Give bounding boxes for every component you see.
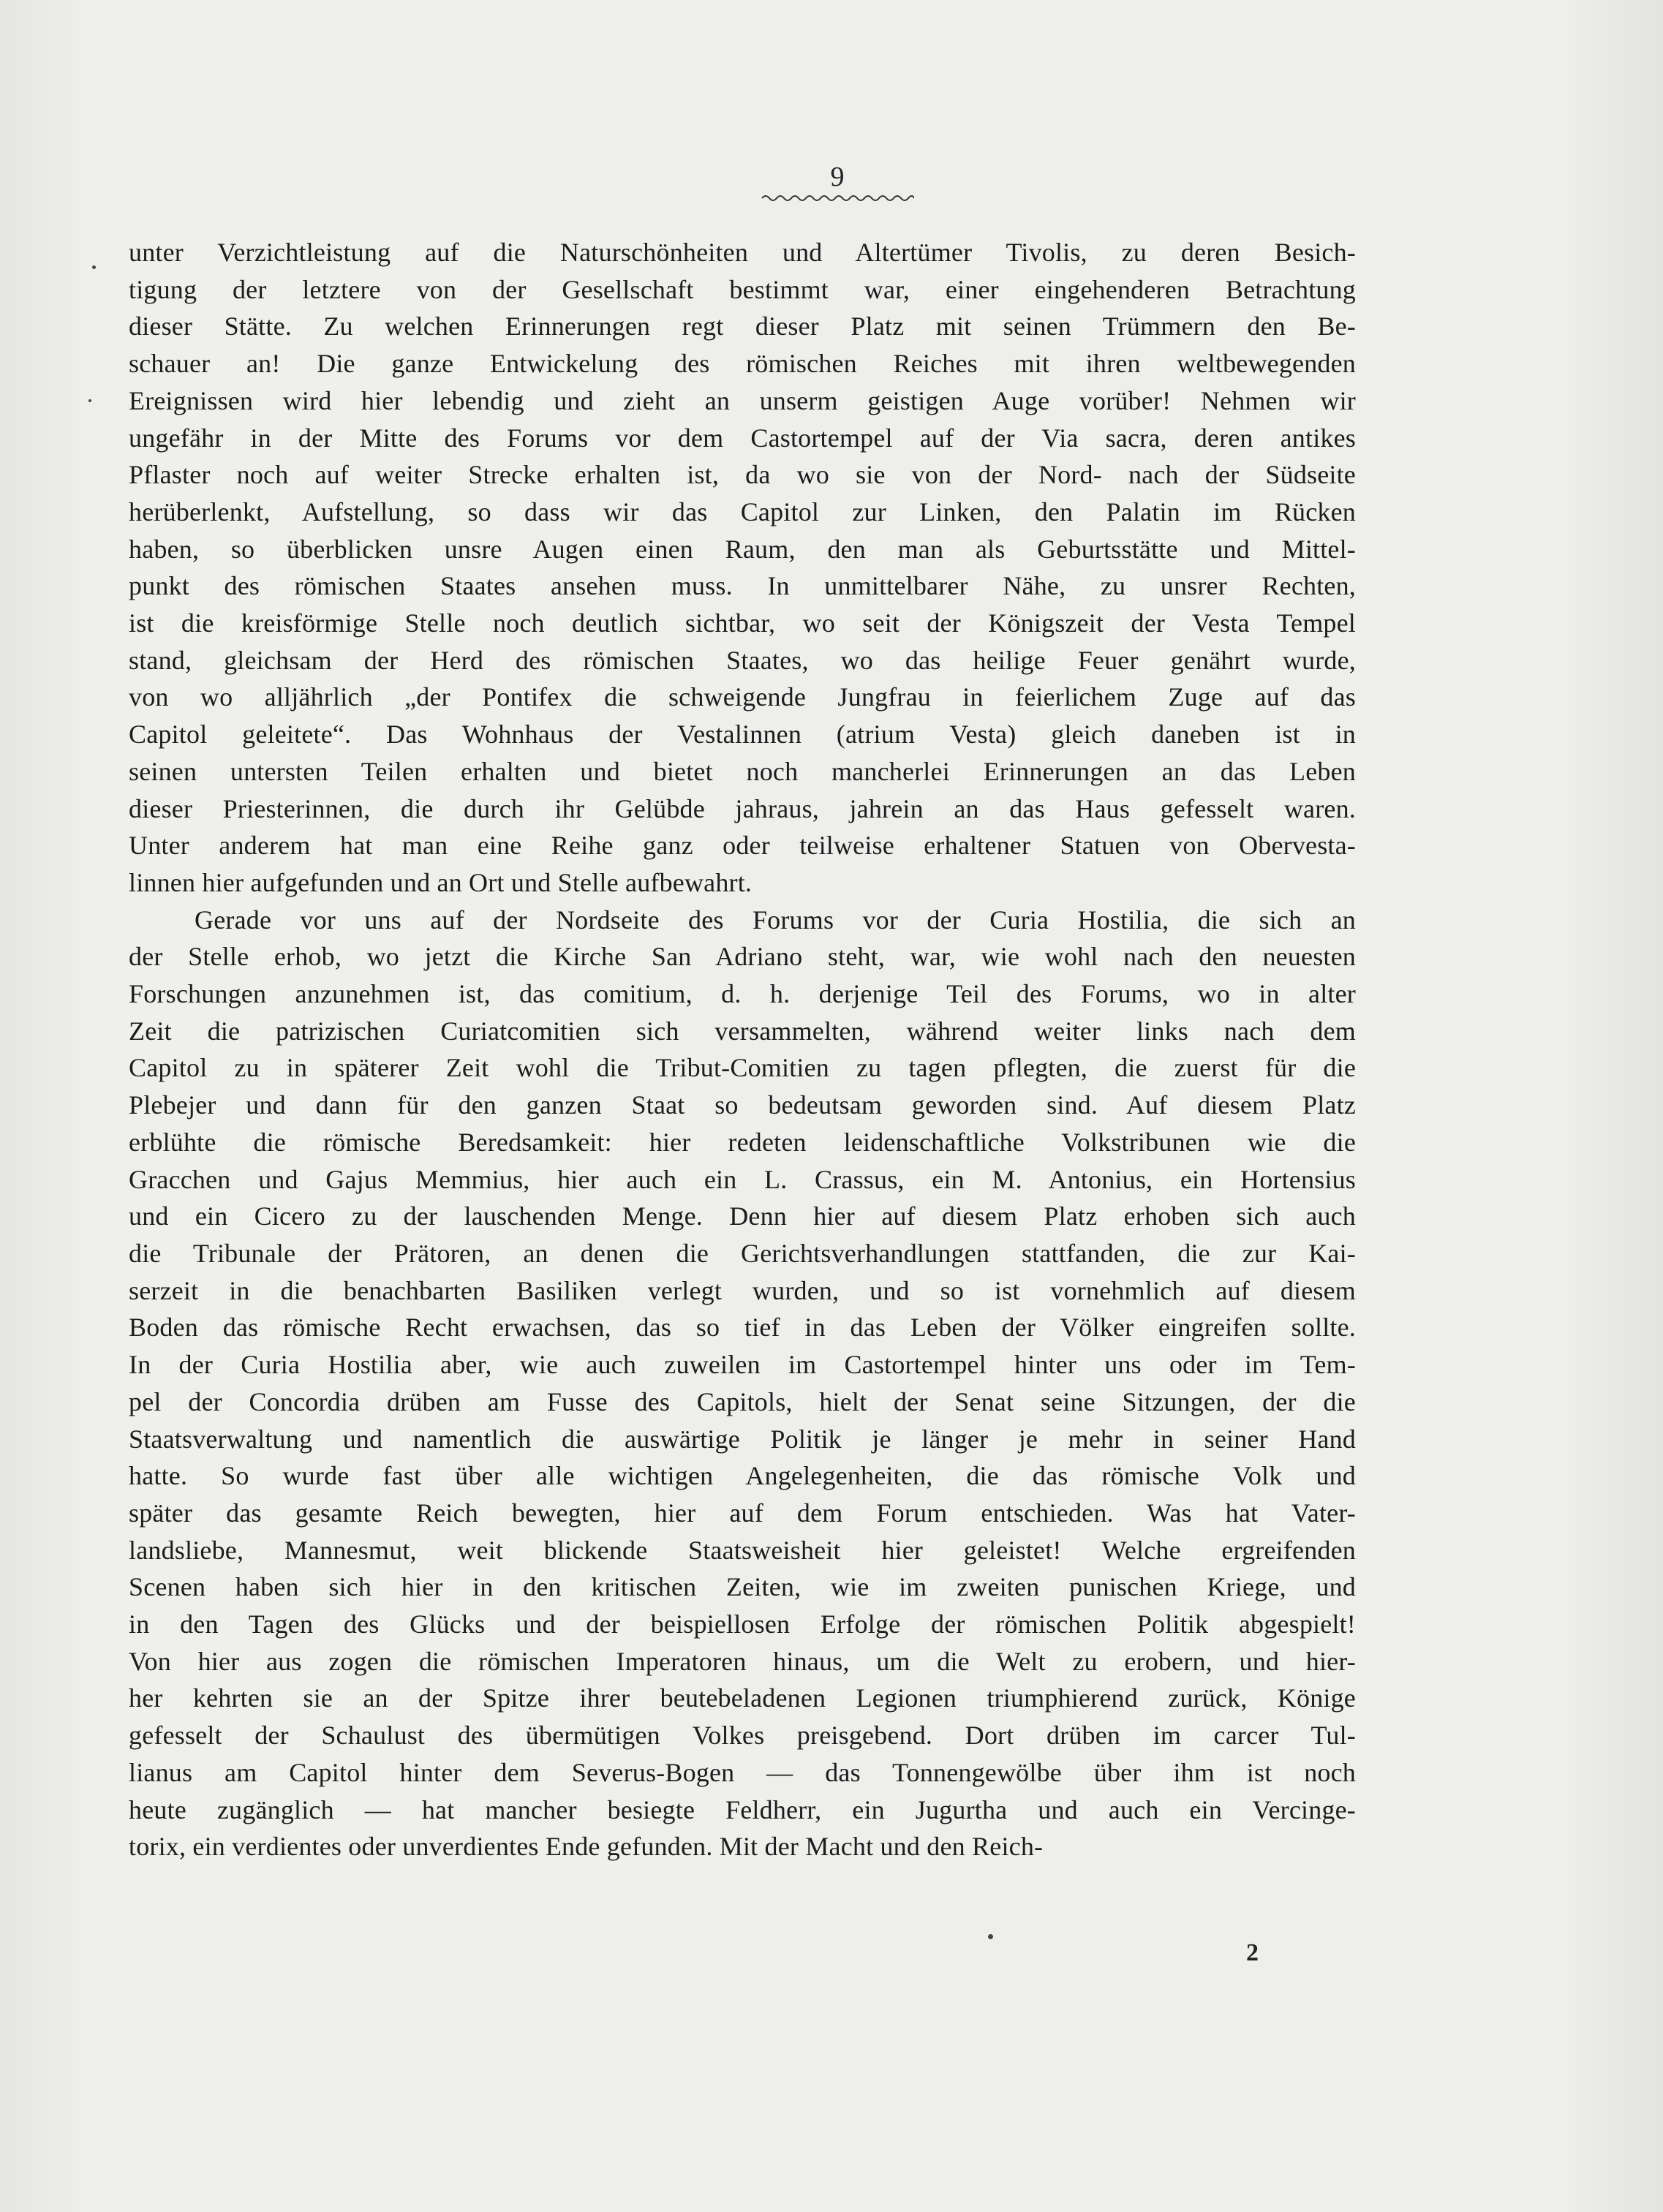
text-line: tigung der letztere von der Gesellschaft bestimmt war, einer eingehenderen Betrachtung — [129, 274, 1356, 304]
text-line: serzeit in die benachbarten Basiliken verlegt wurden, und so ist vornehmlich auf diesem — [129, 1275, 1356, 1305]
text-line: in den Tagen des Glücks und der beispiellosen Erfolge der römischen Politik abgespielt! — [129, 1609, 1356, 1639]
text-line: seinen untersten Teilen erhalten und bietet noch mancherlei Erinnerungen an das Leben — [129, 756, 1356, 786]
text-line: punkt des römischen Staates ansehen muss. In unmittelbarer Nähe, zu unsrer Rechten, — [129, 571, 1356, 601]
text-line: pel der Concordia drüben am Fusse des Capitols, hielt der Senat seine Sitzungen, der die — [129, 1386, 1356, 1416]
text-line: landsliebe, Mannesmut, weit blickende Staatsweisheit hier geleistet! Welche ergreifenden — [129, 1535, 1356, 1565]
text-line: In der Curia Hostilia aber, wie auch zuweilen im Castortempel hinter uns oder im Tem- — [129, 1350, 1356, 1380]
text-line: her kehrten sie an der Spitze ihrer beutebeladenen Legionen triumphierend zurück, Könige — [129, 1683, 1356, 1713]
text-line: Pflaster noch auf weiter Strecke erhalten ist, da wo sie von der Nord- nach der Südseite — [129, 460, 1356, 490]
text-line: Gerade vor uns auf der Nordseite des Forums vor der Curia Hostilia, die sich an — [195, 905, 1356, 935]
scan-speck — [92, 265, 96, 269]
text-line: Boden das römische Recht erwachsen, das so tief in das Leben der Völker eingreifen sollte. — [129, 1313, 1356, 1343]
text-line: gefesselt der Schaulust des übermütigen Volkes preisgebend. Dort drüben im carcer Tul- — [129, 1721, 1356, 1751]
text-line: Staatsverwaltung und namentlich die auswärtige Politik je länger je mehr in seiner Hand — [129, 1424, 1356, 1454]
text-line: ist die kreisförmige Stelle noch deutlich sichtbar, wo seit der Königszeit der Vesta Tempel — [129, 608, 1356, 638]
scan-speck — [988, 1934, 993, 1939]
text-line: ungefähr in der Mitte des Forums vor dem Castortempel auf der Via sacra, deren antikes — [129, 423, 1356, 453]
text-line: Forschungen anzunehmen ist, das comitium, d. h. derjenige Teil des Forums, wo in alter — [129, 979, 1356, 1009]
text-line: die Tribunale der Prätoren, an denen die Gerichtsverhandlungen stattfanden, die zur Kai- — [129, 1238, 1356, 1268]
text-line: später das gesamte Reich bewegten, hier auf dem Forum entschieden. Was hat Vater- — [129, 1498, 1356, 1528]
text-line: schauer an! Die ganze Entwickelung des römischen Reiches mit ihren weltbewegenden — [129, 349, 1356, 379]
text-line: Von hier aus zogen die römischen Imperatoren hinaus, um die Welt zu erobern, und hier- — [129, 1646, 1356, 1676]
text-line: dieser Stätte. Zu welchen Erinnerungen regt dieser Platz mit seinen Trümmern den Be- — [129, 312, 1356, 341]
text-line: Plebejer und dann für den ganzen Staat so bedeutsam geworden sind. Auf diesem Platz — [129, 1090, 1356, 1120]
text-line: dieser Priesterinnen, die durch ihr Gelübde jahraus, jahrein an das Haus gefesselt waren. — [129, 793, 1356, 823]
text-line: lianus am Capitol hinter dem Severus-Bogen — das Tonnengewölbe über ihm ist noch — [129, 1757, 1356, 1787]
body-text — [129, 234, 1356, 1865]
text-line: haben, so überblicken unsre Augen einen Raum, den man als Geburtsstätte und Mittel- — [129, 534, 1356, 564]
text-line: Capitol geleitete“. Das Wohnhaus der Vestalinnen (atrium Vesta) gleich daneben ist in — [129, 720, 1356, 750]
wavy-rule-ornament — [761, 193, 914, 203]
paragraph-p1 — [129, 234, 1356, 902]
printer-signature-mark: 2 — [1246, 1939, 1259, 1966]
text-line: von wo alljährlich „der Pontifex die schweigende Jungfrau in feierlichem Zuge auf das — [129, 682, 1356, 712]
text-line: Gracchen und Gajus Memmius, hier auch ein L. Crassus, ein M. Antonius, ein Hortensius — [129, 1164, 1356, 1194]
text-line: und ein Cicero zu der lauschenden Menge. Denn hier auf diesem Platz erhoben sich auch — [129, 1201, 1356, 1231]
page-number: 9 — [830, 162, 845, 192]
text-line: Scenen haben sich hier in den kritischen Zeiten, wie im zweiten punischen Kriege, und — [129, 1572, 1356, 1602]
text-line: stand, gleichsam der Herd des römischen Staates, wo das heilige Feuer genährt wurde, — [129, 645, 1356, 675]
text-line: der Stelle erhob, wo jetzt die Kirche San Adriano steht, war, wie wohl nach den neuesten — [129, 942, 1356, 972]
text-line: Zeit die patrizischen Curiatcomitien sich versammelten, während weiter links nach dem — [129, 1016, 1356, 1046]
text-line: Unter anderem hat man eine Reihe ganz oder teilweise erhaltener Statuen von Obervesta- — [129, 831, 1356, 861]
text-line: erblühte die römische Beredsamkeit: hier redeten leidenschaftliche Volkstribunen wie die — [129, 1127, 1356, 1157]
page-header — [0, 162, 1663, 203]
text-line: Ereignissen wird hier lebendig und zieht an unserm geistigen Auge vorüber! Nehmen wir — [129, 385, 1356, 415]
scan-speck — [88, 399, 91, 402]
text-line: herüberlenkt, Aufstellung, so dass wir das Capitol zur Linken, den Palatin im Rücken — [129, 497, 1356, 526]
text-line: unter Verzichtleistung auf die Naturschönheiten und Altertümer Tivolis, zu deren Besich- — [129, 238, 1356, 267]
text-line: Capitol zu in späterer Zeit wohl die Tribut-Comitien zu tagen pflegten, die zuerst für die — [129, 1053, 1356, 1083]
text-line: heute zugänglich — hat mancher besiegte Feldherr, ein Jugurtha und auch ein Vercinge- — [129, 1794, 1356, 1824]
paragraph-p2 — [129, 902, 1356, 1865]
text-line: hatte. So wurde fast über alle wichtigen Angelegenheiten, die das römische Volk und — [129, 1461, 1356, 1491]
text-line: linnen hier aufgefunden und an Ort und Stelle aufbewahrt. — [129, 867, 753, 897]
text-line: torix, ein verdientes oder unverdientes Ende gefunden. Mit der Macht und den Reich- — [129, 1832, 1044, 1862]
